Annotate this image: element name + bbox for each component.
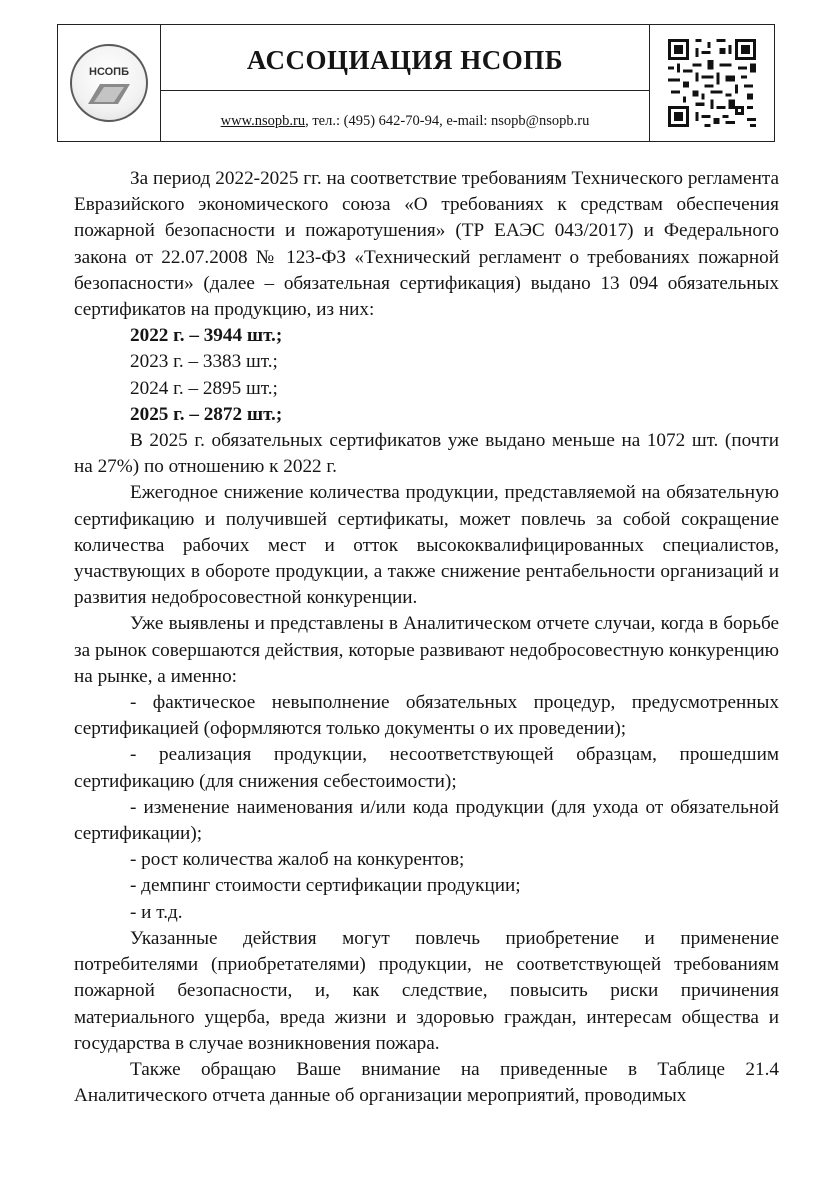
contact-line: [221, 113, 590, 130]
logo-cell: [58, 25, 161, 141]
qr-code-icon: [668, 39, 756, 127]
year-2025-count: 2025 г. – 2872 шт.;: [130, 403, 283, 425]
letter-body: [74, 166, 779, 1109]
list-item: - реализация продукции, несоответствующей образцам, прошедшим сертификацию (для снижения себестоимости);: [74, 744, 779, 792]
year-2022-count: 2022 г. – 3944 шт.;: [130, 325, 283, 347]
website-link[interactable]: www.nsopb.ru: [220, 113, 306, 129]
organization-title: АССОЦИАЦИЯ НСОПБ: [161, 45, 649, 91]
paragraph-certificates-total: За период 2022-2025 гг. на соответствие требованиям Технического регламента Евразийского экономического союза «О требованиях к средствам обеспечения пожарной безопасности и пожаротушения» (ТР ЕАЭС 043/2017) и Федерального закона от 22.07.2008 № 123-ФЗ «Технический регламент о требованиях пожарной безопасности» (далее – обязательная сертификация) выдано 13 094 обязательных сертификатов на продукцию, из них:: [74, 168, 779, 321]
paragraph-annual-decline: Ежегодное снижение количества продукции, представляемой на обязательную сертификацию и получившей сертификаты, может повлечь за собой сокращение количества рабочих мест и отток высококвалифицированных специалистов, участвующих в обороте продукции, а также снижение рентабельности организаций и развития недобросовестной конкуренции.: [74, 482, 779, 609]
year-2024-count: 2024 г. – 2895 шт.;: [130, 377, 278, 399]
list-item: - фактическое невыполнение обязательных процедур, предусмотренных сертификацией (оформляются только документы о их проведении);: [74, 692, 779, 740]
contact-details: , тел.: (495) 642-70-94, e-mail: nsopb@nsopb.ru: [305, 113, 590, 129]
paragraph-consequences: Указанные действия могут повлечь приобретение и применение потребителями (приобретателями) продукции, не соответствующей требованиям пожарной безопасности, и, как следствие, повысить риски причинения материального ущерба, вреда жизни и здоровью граждан, интересам общества и государства в случае возникновения пожара.: [74, 927, 779, 1054]
paragraph-unfair-competition: Уже выявлены и представлены в Аналитическом отчете случаи, когда в борьбе за рынок совершаются действия, которые развивают недобросовестную конкуренцию на рынке, а именно:: [74, 613, 779, 687]
logo-emblem-icon: [86, 80, 132, 106]
qr-cell: [650, 25, 774, 141]
letterhead: [57, 24, 775, 142]
list-item: - изменение наименования и/или кода продукции (для ухода от обязательной сертификации);: [74, 796, 779, 845]
logo-text: НСОПБ: [89, 66, 129, 78]
paragraph-decrease: В 2025 г. обязательных сертификатов уже выдано меньше на 1072 шт. (почти на 27%) по отношению к 2022 г.: [74, 430, 779, 478]
list-item: - рост количества жалоб на конкурентов;: [130, 849, 465, 871]
list-item: - демпинг стоимости сертификации продукции;: [130, 875, 521, 897]
list-item: - и т.д.: [130, 901, 183, 923]
year-2023-count: 2023 г. – 3383 шт.;: [130, 351, 278, 373]
paragraph-table-reference: Также обращаю Ваше внимание на приведенные в Таблице 21.4 Аналитического отчета данные об организации мероприятий, проводимых: [74, 1058, 779, 1107]
letterhead-center: [161, 25, 650, 141]
association-logo: [70, 44, 148, 122]
